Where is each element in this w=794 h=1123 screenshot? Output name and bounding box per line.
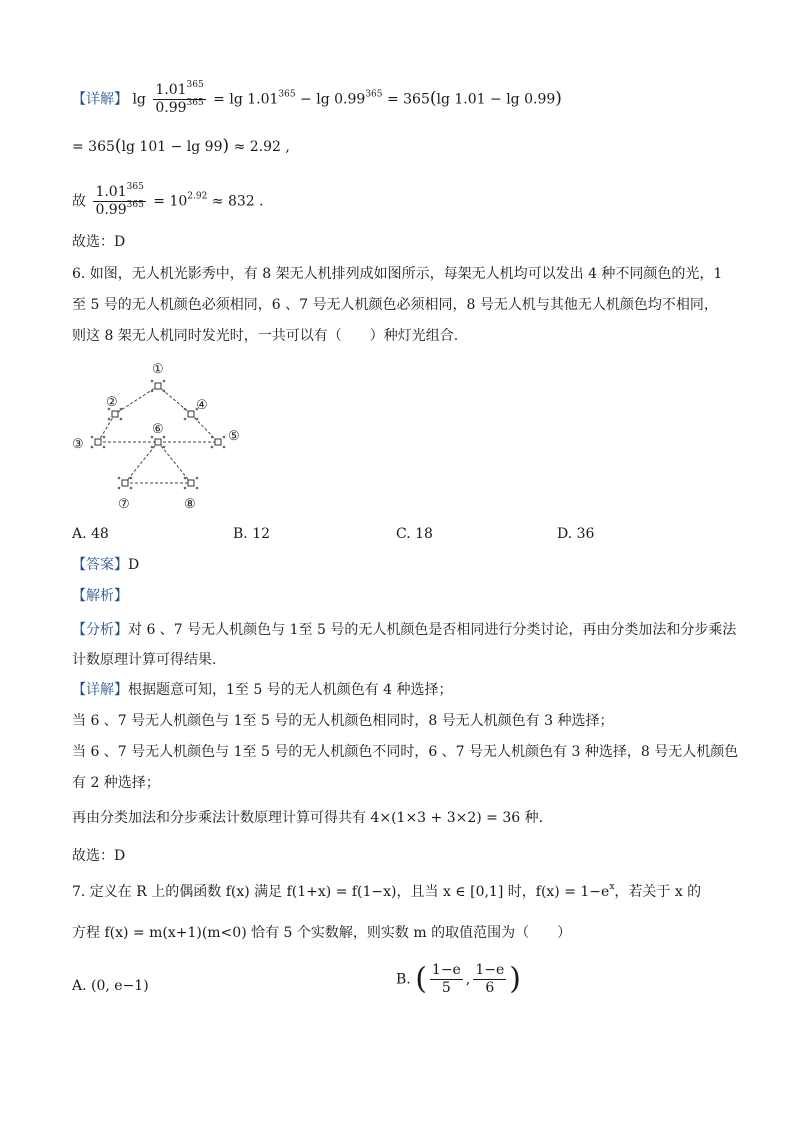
xiangjie-line-4: 有 2 种选择；	[72, 775, 160, 791]
drone-2	[112, 411, 118, 417]
q6-option-a: A. 48	[72, 526, 109, 542]
answer-tag: 【答案】	[72, 557, 128, 573]
fenxi-line-2: 计数原理计算可得结果.	[72, 652, 217, 668]
q6-line-3: 则这 8 架无人机同时发光时，一共可以有（ ）种灯光组合.	[72, 328, 459, 344]
label-8: ⑧	[184, 497, 196, 512]
q6-option-c: C. 18	[396, 526, 433, 542]
drone-8	[188, 480, 194, 486]
drone-7	[122, 480, 128, 486]
q7-line-1: 7. 定义在 R 上的偶函数 f(x) 满足 f(1+x) = f(1−x)，且当 x ∈ [0,1] 时，$f(x) = 1-e^x$，若关于 x 的	[72, 882, 702, 900]
label-4: ④	[196, 398, 208, 413]
xiangjie-line-5: 再由分类加法和分步乘法计数原理计算可得共有 4×(1×3 + 3×2) = 36 种.	[72, 810, 544, 826]
q7-line-2: 方程 f(x) = m(x+1)(m<0) 恰有 5 个实数解，则实数 m 的取值范围为（ ）	[72, 925, 572, 941]
q7-option-a: A. (0, e−1)	[72, 978, 149, 994]
choose-answer-1: 故选：D	[72, 234, 126, 250]
choose-answer-2: 故选：D	[72, 848, 126, 864]
detail-formula-line-1: 【详解】 lg $\frac{1.01^{365}}{0.99^{365}}$ = $\lg 1.01^{365} - \lg 0.99^{365} = 365(\lg$ 1.01 − lg 0.99)	[72, 80, 562, 116]
drone-6	[155, 439, 161, 445]
q7-option-b: B. ( $\frac{1-e}{5}$ , $\frac{1-e}{6}$ )	[396, 961, 521, 997]
label-2: ②	[106, 395, 118, 410]
fenxi-line-1: 【分析】对 6 、7 号无人机颜色与 1至 5 号的无人机颜色是否相同进行分类讨论，再由分类加法和分步乘法	[72, 622, 737, 638]
label-1: ①	[152, 362, 164, 377]
detail-tag: 【详解】	[72, 91, 128, 108]
xiangjie-tag: 【详解】	[72, 682, 128, 698]
q6-option-d: D. 36	[557, 526, 595, 542]
answer-value: D	[128, 557, 140, 573]
ratio-fraction-2: $\frac{1.01^{365}}{0.99^{365}}$	[95, 182, 144, 218]
q6-option-b: B. 12	[233, 526, 271, 542]
drone-3	[95, 439, 101, 445]
analysis-tag: 【解析】	[72, 588, 128, 604]
answer-line	[72, 555, 139, 575]
xiangjie-line-1: 【详解】根据题意可知，1至 5 号的无人机颜色有 4 种选择；	[72, 682, 453, 698]
label-3: ③	[72, 437, 84, 452]
label-7: ⑦	[118, 497, 130, 512]
xiangjie-line-2: 当 6 、7 号无人机颜色与 1至 5 号的无人机颜色相同时，8 号无人机颜色有 3 种选择；	[72, 713, 614, 729]
drone-5	[215, 439, 221, 445]
fenxi-tag: 【分析】	[72, 622, 128, 638]
q6-line-2: 至 5 号的无人机颜色必须相同，6 、7 号无人机颜色必须相同，8 号无人机与其他无人机颜色均不相同，	[72, 297, 718, 313]
detail-formula-line-2: = 365(lg 101 − lg 99) ≈ 2.92 ,	[72, 136, 290, 156]
drone-formation-figure	[68, 358, 258, 513]
detail-formula-line-3: 故 $\frac{1.01^{365}}{0.99^{365}}$ = $10^{2.92} \approx 832$ .	[72, 182, 264, 218]
label-6: ⑥	[152, 422, 164, 437]
drone-4	[188, 411, 194, 417]
lg-symbol: lg	[132, 91, 146, 108]
q6-line-1: 6. 如图，无人机光影秀中，有 8 架无人机排列成如图所示，每架无人机均可以发出 4 种不同颜色的光，1	[72, 266, 723, 282]
drone-1	[155, 383, 161, 389]
xiangjie-line-3: 当 6 、7 号无人机颜色与 1至 5 号的无人机颜色不同时，6 、7 号无人机颜色有 3 种选择，8 号无人机颜色	[72, 744, 739, 760]
ratio-fraction: $\frac{1.01^{365}}{0.99^{365}}$	[155, 80, 204, 116]
label-5: ⑤	[228, 429, 240, 444]
